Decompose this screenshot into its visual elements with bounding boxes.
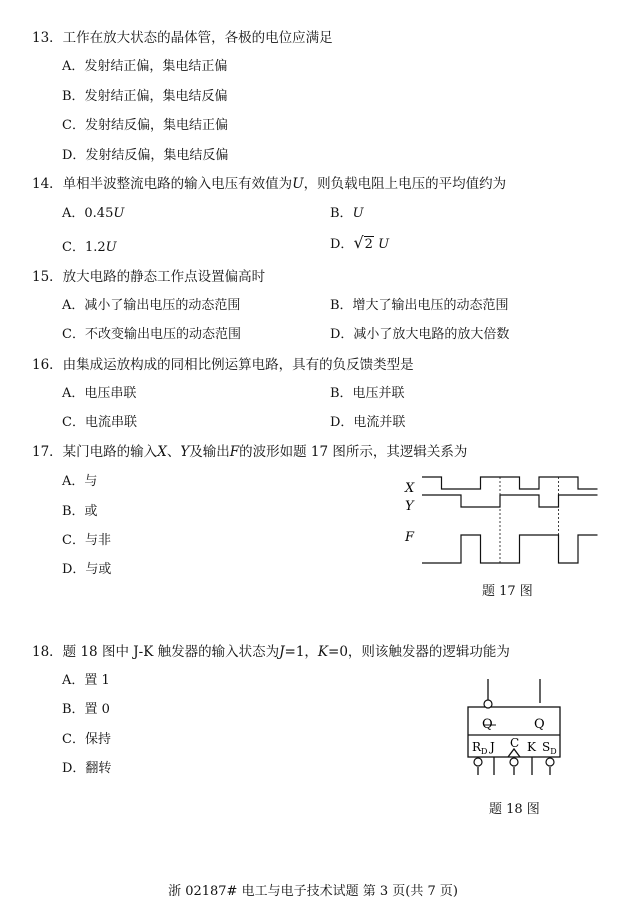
sqrt-symbol: √ [353,233,364,252]
sqrt-radicand: 2 [364,237,373,252]
question-18-stem-1: 18．题 18 图中 J-K 触发器的输入状态为 [32,644,280,660]
question-14-option-c [62,236,117,255]
pin-c: C [510,736,520,750]
waveform-label-f: F [405,530,415,545]
question-14-option-b [330,202,364,221]
pin-rd: $R_D$ [472,740,488,756]
question-18-stem-j: J [279,644,285,660]
waveform-label-x: X [405,481,415,496]
question-14-stem-var: U [292,176,304,192]
question-18-option-d: D．翻转 [62,761,112,776]
question-18-stem-k: K [317,644,329,660]
question-18-option-a: A．置 1 [62,673,110,688]
question-18-stem-eq1: =1， [284,644,318,660]
question-14-option-d-text: D． [330,237,354,252]
sd-inversion-bubble [546,758,554,766]
waveform-label-y: Y [405,499,414,514]
question-13-stem: 13．工作在放大状态的晶体管，各极的电位应满足 [32,30,333,46]
timing-guides [500,477,559,563]
question-15-option-d: D．减小了放大电路的放大倍数 [330,327,510,342]
figure-18-caption: 题 18 图 [489,802,540,817]
c-inversion-bubble [510,758,518,766]
question-18-option-b: B．置 0 [62,702,110,717]
question-17-option-b: B．或 [62,504,98,519]
question-15-stem: 15．放大电路的静态工作点设置偏高时 [32,269,266,285]
question-16-option-c: C．电流串联 [62,415,137,430]
question-14-option-c-var: U [105,240,117,255]
pin-q-bar: Q [482,717,493,732]
question-15-option-c: C．不改变输出电压的动态范围 [62,327,241,342]
question-18-stem-eq0: =0，则该触发器的逻辑功能为 [328,644,510,660]
figure-17-caption: 题 17 图 [482,584,533,599]
pin-j: J [490,740,495,754]
question-14-option-b-text: B． [330,206,353,221]
question-15-option-a: A．减小了输出电压的动态范围 [62,298,241,313]
question-17-stem-y: Y [180,444,190,460]
question-18-stem [32,640,510,660]
question-14-option-a-text: A．0.45 [62,206,114,221]
question-14-option-d [330,233,389,252]
question-14-option-b-var: U [352,206,364,221]
question-13-option-a: A．发射结正偏，集电结正偏 [62,59,228,74]
page-footer: 浙 02187# 电工与电子技术试题 第 3 页(共 7 页) [168,884,458,899]
question-13-option-c: C．发射结反偏，集电结正偏 [62,118,228,133]
question-18-option-c: C．保持 [62,732,111,747]
question-14-stem-pre: 14．单相半波整流电路的输入电压有效值为 [32,176,293,192]
question-14-option-c-text: C．1.2 [62,240,106,255]
question-17-stem-1: 17．某门电路的输入 [32,444,158,460]
waveform-x [422,477,598,489]
question-16-option-a: A．电压串联 [62,386,137,401]
figure-18-jk-flipflop [460,675,570,785]
figure-17-waveforms [400,465,600,575]
question-17-stem-f: F [229,444,240,460]
question-16-option-b: B．电压并联 [330,386,405,401]
waveform-y [422,495,598,507]
question-17-stem-2: 及输出 [189,444,230,460]
question-16-stem: 16．由集成运放构成的同相比例运算电路，具有的负反馈类型是 [32,357,414,373]
pin-q: Q [534,717,545,732]
question-14-option-d-var: U [378,237,390,252]
question-14-option-a [62,202,124,221]
question-14-stem [32,172,506,192]
question-17-stem [32,440,467,460]
question-14-stem-post: ，则负载电阻上电压的平均值约为 [303,176,507,192]
question-14-option-a-var: U [113,206,125,221]
question-17-stem-3: 的波形如题 17 图所示，其逻辑关系为 [239,444,468,460]
question-13-option-b: B．发射结正偏，集电结反偏 [62,89,228,104]
pin-sd: $S_D$ [542,740,557,756]
question-17-option-d: D．与或 [62,562,112,577]
rd-inversion-bubble [474,758,482,766]
question-17-option-c: C．与非 [62,533,111,548]
question-16-option-d: D．电流并联 [330,415,406,430]
waveform-f [422,535,598,563]
question-17-option-a: A．与 [62,474,98,489]
question-15-option-b: B．增大了输出电压的动态范围 [330,298,509,313]
qbar-inversion-bubble [484,700,492,708]
pin-k: K [527,740,536,754]
question-17-stem-sep: 、 [166,444,181,460]
question-13-option-d: D．发射结反偏，集电结反偏 [62,148,229,163]
question-17-stem-x: X [157,444,167,460]
